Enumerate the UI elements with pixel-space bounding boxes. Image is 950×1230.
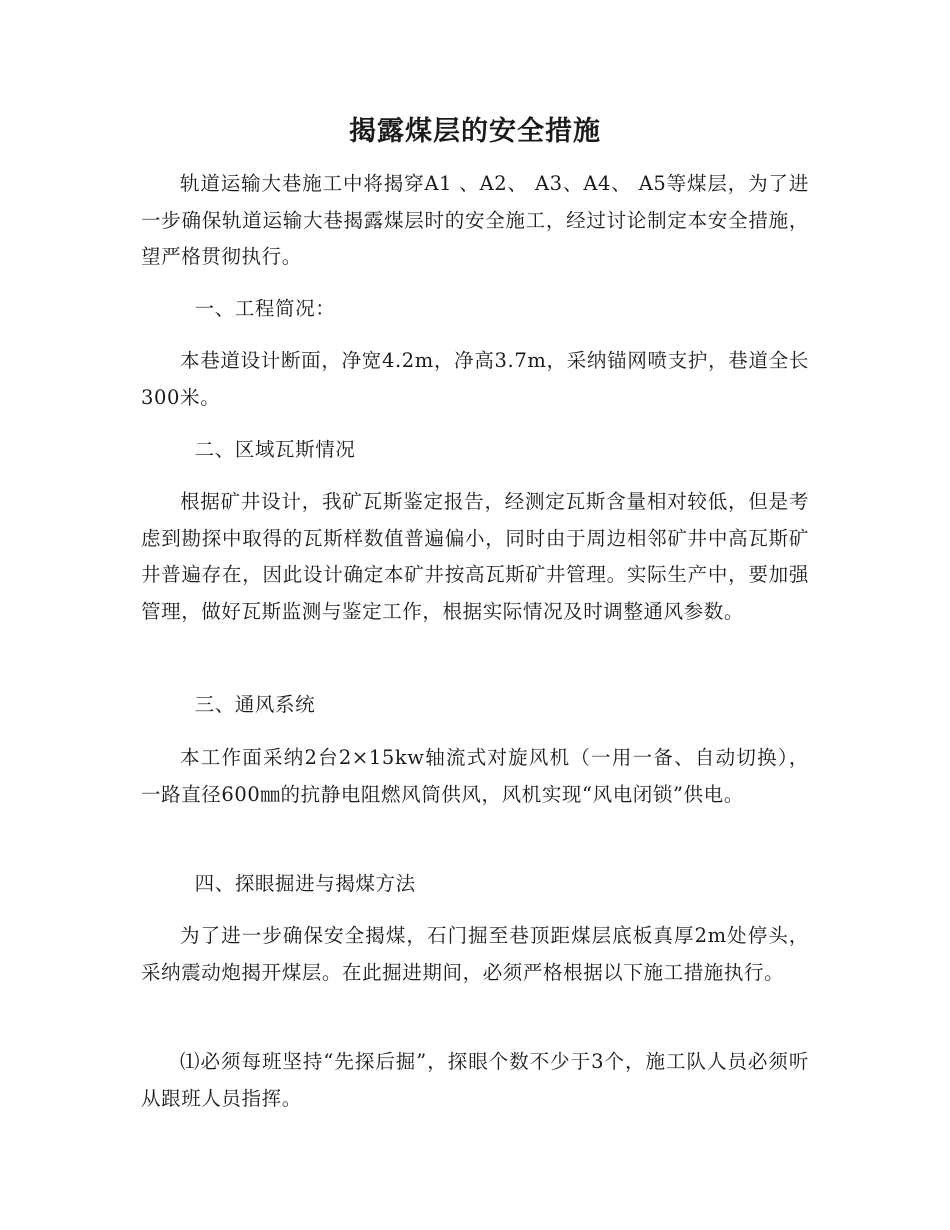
section-1-heading: 一、工程简况： — [194, 297, 336, 320]
section-4-heading: 四、探眼掘进与揭煤方法 — [194, 872, 416, 895]
intro-paragraph: 轨道运输大巷施工中将揭穿A1 、A2、 A3、A4、 A5等煤层，为了进一步确保轨道运输大巷揭露煤层时的安全施工，经过讨论制定本安全措施，望严格贯彻执行。 — [141, 172, 809, 268]
section-2-body: 根据矿井设计，我矿瓦斯鉴定报告，经测定瓦斯含量相对较低，但是考虑到勘探中取得的瓦斯样数值普遍偏小，同时由于周边相邻矿井中高瓦斯矿井普遍存在，因此设计确定本矿井按高瓦斯矿井管理。实际生产中，要加强管理，做好瓦斯监测与鉴定工作，根据实际情况及时调整通风参数。 — [141, 490, 809, 623]
section-4-body: 为了进一步确保安全揭煤，石门掘至巷顶距煤层底板真厚2m处停头，采纳震动炮揭开煤层。在此掘进期间，必须严格根据以下施工措施执行。 — [141, 924, 809, 984]
measure-item-1: ⑴必须每班坚持“先探后掘”，探眼个数不少于3个，施工队人员必须听从跟班人员指挥。 — [141, 1050, 809, 1110]
section-3-heading: 三、通风系统 — [194, 693, 316, 716]
section-2-heading: 二、区域瓦斯情况 — [194, 438, 356, 461]
document-title: 揭露煤层的安全措施 — [349, 116, 601, 147]
section-3-body: 本工作面采纳2台2×15kw轴流式对旋风机（一用一备、自动切换），一路直径600㎜的抗静电阻燃风筒供风，风机实现“风电闭锁”供电。 — [141, 746, 809, 806]
section-1-body: 本巷道设计断面，净宽4.2m，净高3.7m，采纳锚网喷支护，巷道全长300米。 — [141, 349, 809, 409]
